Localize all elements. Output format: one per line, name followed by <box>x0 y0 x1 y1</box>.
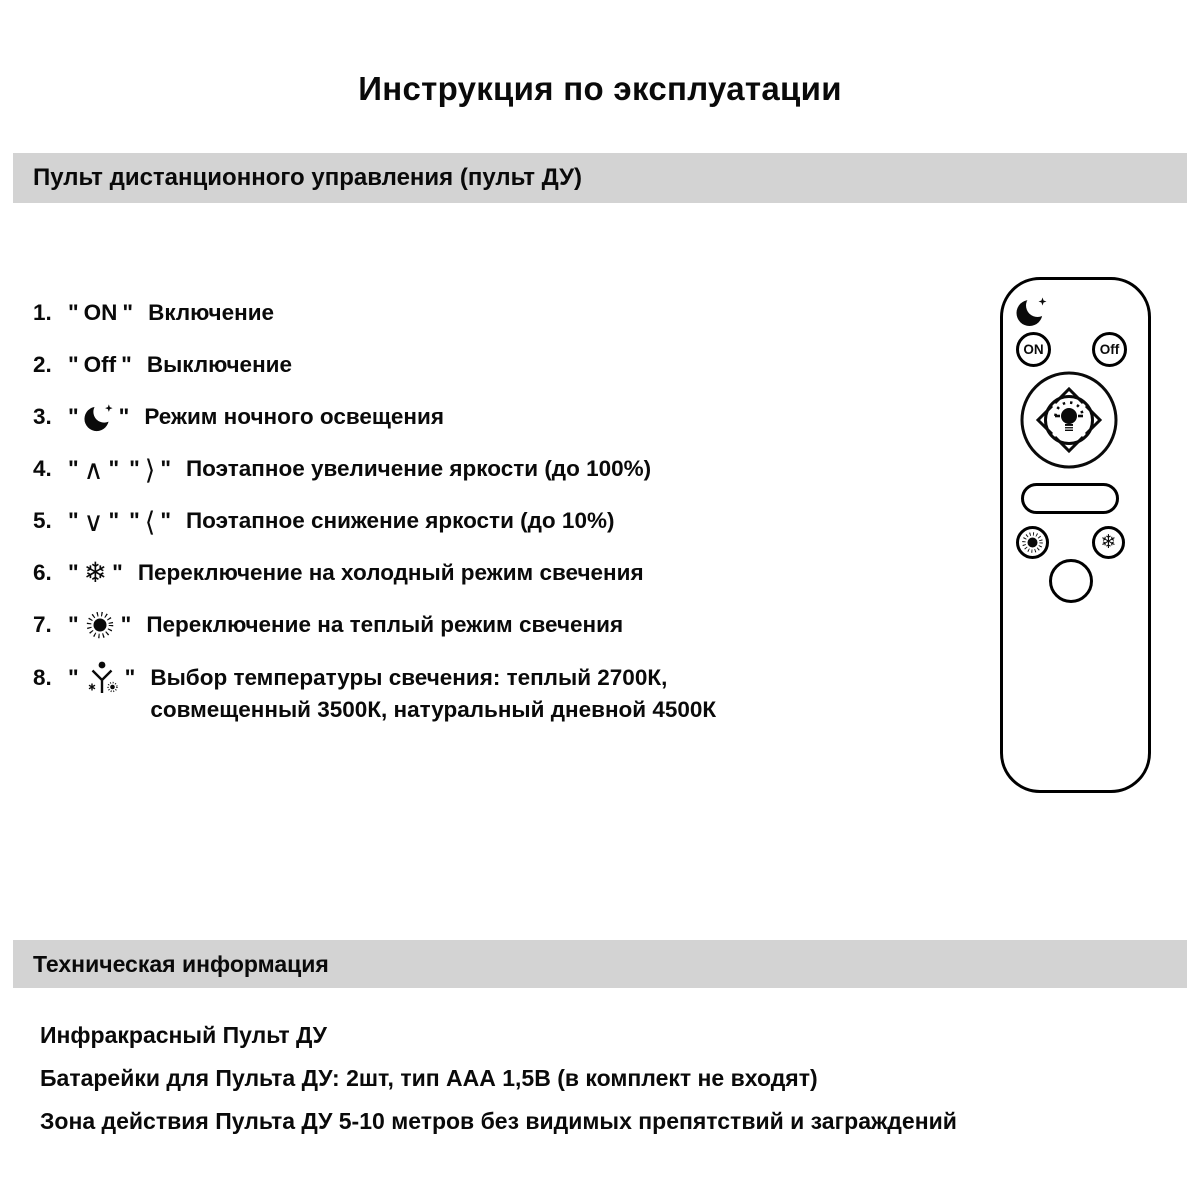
list-item-night-mode <box>33 402 953 432</box>
quote-mark: " <box>68 300 79 325</box>
item-number: 1. <box>33 300 52 325</box>
item-number: 3. <box>33 404 52 429</box>
section-header-tech-label: Техническая информация <box>33 950 329 977</box>
temp-select-prefix <box>63 662 140 694</box>
remote-cold-button <box>1092 526 1125 559</box>
item-text: Переключение на холодный режим свечения <box>137 560 644 585</box>
item-text-line2: совмещенный 3500К, натуральный дневной 4500К <box>150 697 717 722</box>
quote-mark: " <box>68 404 79 429</box>
remote-pill-button <box>1021 483 1119 514</box>
quote-mark: " <box>68 508 79 533</box>
angle-right-icon: ⟩ <box>144 454 156 485</box>
quote-mark: " <box>68 612 79 637</box>
item-number: 7. <box>33 612 52 637</box>
list-item-off <box>33 350 953 380</box>
item-text: Поэтапное снижение яркости (до 10%) <box>186 508 615 533</box>
section-header-tech <box>13 940 1187 988</box>
remote-functions-list <box>33 298 953 748</box>
tech-line-range: Зона действия Пульта ДУ 5-10 метров без видимых препятствий и заграждений <box>40 1108 957 1134</box>
night-mode-icon <box>1016 295 1048 327</box>
angle-left-icon: ⟨ <box>144 506 156 537</box>
list-item-warm-mode <box>33 610 953 640</box>
item-number: 8. <box>33 665 52 690</box>
list-item-temp-select <box>33 662 953 726</box>
list-item-cold-mode <box>33 558 953 588</box>
bulb-icon <box>1055 403 1083 432</box>
remote-dpad <box>1019 370 1119 470</box>
quote-mark: " <box>160 456 171 481</box>
remote-on-label: ON <box>1023 342 1044 357</box>
section-header-remote-label: Пульт дистанционного управления (пульт ДУ) <box>33 164 582 191</box>
item-text: Включение <box>148 300 275 325</box>
quote-mark: " <box>108 508 120 533</box>
quote-mark: " <box>129 508 140 533</box>
temp-select-icon <box>84 659 120 697</box>
remote-control-illustration <box>1000 277 1151 793</box>
quote-mark: " <box>68 665 79 690</box>
quote-mark: " <box>120 612 132 637</box>
item-number: 2. <box>33 352 52 377</box>
section-header-remote <box>13 153 1187 203</box>
off-label: Off <box>83 352 117 377</box>
list-item-brightness-up <box>33 454 953 484</box>
page-title: Инструкция по эксплуатации <box>358 70 842 107</box>
item-number: 4. <box>33 456 52 481</box>
remote-on-button <box>1016 332 1051 367</box>
quote-mark: " <box>108 456 120 481</box>
remote-off-button <box>1092 332 1127 367</box>
chevron-up-icon: ∧ <box>83 454 104 485</box>
snowflake-icon: ❄ <box>1100 532 1117 553</box>
moon-icon <box>84 402 114 432</box>
item-number: 6. <box>33 560 52 585</box>
sun-icon <box>1020 530 1045 555</box>
sun-icon <box>84 609 116 641</box>
chevron-down-icon: ∨ <box>83 506 104 537</box>
quote-mark: " <box>122 300 134 325</box>
item-text: Переключение на теплый режим свечения <box>146 612 624 637</box>
on-label: ON <box>83 300 118 325</box>
remote-extra-button <box>1049 559 1093 603</box>
quote-mark: " <box>68 352 79 377</box>
item-text <box>150 662 716 726</box>
remote-warm-button <box>1016 526 1049 559</box>
quote-mark: " <box>118 404 130 429</box>
list-item-on <box>33 298 953 328</box>
quote-mark: " <box>121 352 132 377</box>
snowflake-icon: ❄ <box>83 557 108 588</box>
technical-info <box>40 1022 957 1151</box>
quote-mark: " <box>68 456 79 481</box>
item-text: Выключение <box>146 352 293 377</box>
quote-mark: " <box>112 560 123 585</box>
item-text: Поэтапное увеличение яркости (до 100%) <box>186 456 652 481</box>
quote-mark: " <box>124 665 136 690</box>
quote-mark: " <box>129 456 140 481</box>
list-item-brightness-down <box>33 506 953 536</box>
remote-off-label: Off <box>1099 342 1120 357</box>
tech-line-ir: Инфракрасный Пульт ДУ <box>40 1022 327 1048</box>
quote-mark: " <box>68 560 79 585</box>
item-text-line1: Выбор температуры свечения: теплый 2700К, <box>150 665 668 690</box>
tech-line-batteries: Батарейки для Пульта ДУ: 2шт, тип ААА 1,5В (в комплект не входят) <box>40 1065 818 1091</box>
quote-mark: " <box>160 508 171 533</box>
item-number: 5. <box>33 508 52 533</box>
item-text: Режим ночного освещения <box>144 404 444 429</box>
